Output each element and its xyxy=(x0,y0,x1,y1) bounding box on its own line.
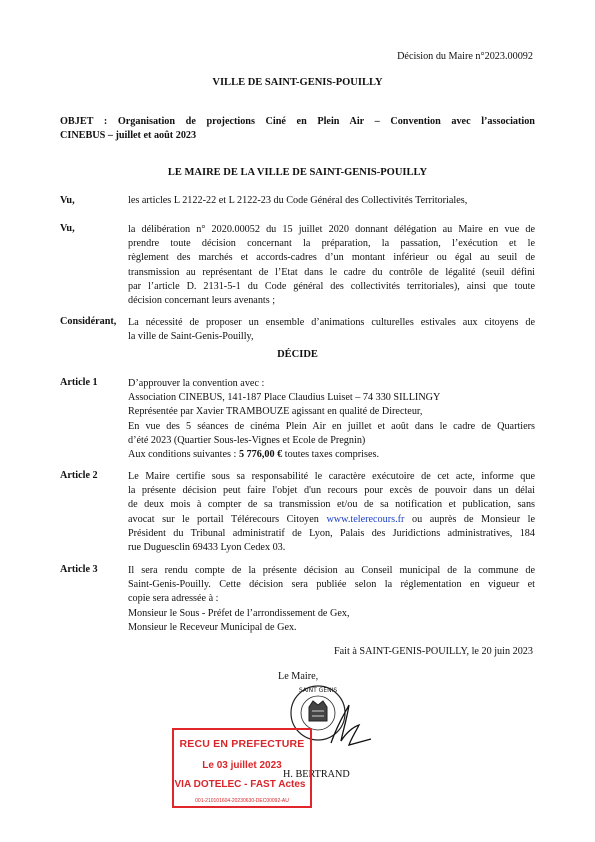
article3-line: Monsieur le Sous - Préfet de l’arrondissement de Gex, xyxy=(128,607,350,619)
article1-conditions xyxy=(128,448,535,462)
article2-line: Le Maire certifie sous sa responsabilité le caractère exécutoire de cet acte, informe que xyxy=(128,471,535,482)
stamp-line-1: RECU EN PREFECTURE xyxy=(179,738,305,750)
vu2-line: la délibération n° 2020.00052 du 15 juillet 2020 donnant délégation au Maire en vue de xyxy=(128,224,535,235)
article2-line: Président du Tribunal administratif de Lyon, Palais des Juridictions administratives, 184 xyxy=(128,527,535,539)
article-3-label: Article 3 xyxy=(60,564,98,575)
place-date: Fait à SAINT-GENIS-POUILLY, le 20 juin 2023 xyxy=(333,646,533,657)
stamp-line-2: Le 03 juillet 2023 xyxy=(202,760,282,771)
decision-reference: Décision du Maire n°2023.00092 xyxy=(397,51,533,62)
conditions-amount: 5 776,00 € xyxy=(238,449,283,461)
article-1-text xyxy=(128,377,535,462)
decide-heading: DÉCIDE xyxy=(277,349,318,360)
town-title: VILLE DE SAINT-GENIS-POUILLY xyxy=(212,77,383,88)
objet-label: OBJET : xyxy=(60,116,108,127)
article3-line: Il sera rendu compte de la présente décision au Conseil municipal de la commune de xyxy=(128,565,535,576)
objet-text-1: Organisation de projections Ciné en Plein Air – Convention avec l’association xyxy=(117,116,535,127)
vu2-line: transmission au représentant de l’Etat dans le cadre du contrôle de légalité (seuil défini xyxy=(128,266,535,278)
article2-line: de deux mois à compter de sa transmission et/ou de sa notification et publication, sans xyxy=(128,499,535,511)
signature-icon xyxy=(331,705,371,745)
prefecture-stamp xyxy=(172,728,312,808)
vu-text-2 xyxy=(128,223,535,308)
article2-line-4 xyxy=(128,513,535,527)
considerant-label: Considérant, xyxy=(60,316,117,327)
vu2-line: prendre toute décision concernant la préparation, la passation, l’exécution et le xyxy=(128,238,535,250)
vu2-line: par l’article D. 2131-5-1 du Code général des collectivités territoriales), ainsi que toute xyxy=(128,280,535,292)
article2-line: rue Duguesclin 69433 Lyon Cedex 03. xyxy=(128,542,286,554)
mayor-name: H. BERTRAND xyxy=(283,769,350,780)
article1-line: En vue des 5 séances de cinéma Plein Air en juillet et août dans le cadre de Quartiers xyxy=(128,420,535,432)
vu-label-2: Vu, xyxy=(60,223,75,234)
vu2-line: décision concernant leurs avenants ; xyxy=(128,295,276,307)
conditions-prefix: Aux conditions suivantes : xyxy=(128,449,239,461)
objet-block xyxy=(60,115,535,143)
conditions-suffix: toutes taxes comprises. xyxy=(282,449,379,461)
stamp-line-4: 001-210101604-20230630-DEC00092-AU xyxy=(195,798,289,804)
article-1-label: Article 1 xyxy=(60,377,98,388)
objet-line-1 xyxy=(60,115,535,129)
article-2-label: Article 2 xyxy=(60,470,98,481)
article3-line: Monsieur le Receveur Municipal de Gex. xyxy=(128,621,297,633)
article2-line: la présente décision peut faire l'objet d'un recours pour excès de pouvoir dans un délai xyxy=(128,485,535,497)
telerecours-link[interactable]: www.telerecours.fr xyxy=(326,513,405,525)
article1-line: D’approuver la convention avec : xyxy=(128,378,265,389)
article3-line: Saint-Genis-Pouilly. Cette décision sera publiée selon la réglementation en vigueur et xyxy=(128,579,535,591)
article1-line: d’été 2023 (Quartier Sous-les-Vignes et Ecole de Pregnin) xyxy=(128,434,366,446)
vu-label-1: Vu, xyxy=(60,195,75,206)
article1-line: Représentée par Xavier TRAMBOUZE agissant en qualité de Directeur, xyxy=(128,406,423,418)
vu2-line: règlement des marchés et accords-cadres d’un montant inférieur ou égal au seuil de xyxy=(128,252,535,264)
considerant-line: la ville de Saint-Genis-Pouilly, xyxy=(128,331,254,343)
mayor-role: Le Maire, xyxy=(278,671,319,682)
article-3-text xyxy=(128,564,535,635)
vu-text-1: les articles L 2122-22 et L 2122-23 du Code Général des Collectivités Territoriales, xyxy=(128,195,468,206)
considerant-text xyxy=(128,316,535,344)
objet-line-2: CINEBUS – juillet et août 2023 xyxy=(60,130,197,142)
article-2-text xyxy=(128,470,535,555)
article1-line: Association CINEBUS, 141-187 Place Claudius Luiset – 74 330 SILLINGY xyxy=(128,392,441,404)
stamp-line-3: VIA DOTELEC - FAST Actes xyxy=(174,779,306,790)
considerant-line: La nécessité de proposer un ensemble d’animations culturelles estivales aux citoyens de xyxy=(128,317,535,328)
article3-line: copie sera adressée à : xyxy=(128,593,219,605)
mayor-heading: LE MAIRE DE LA VILLE DE SAINT-GENIS-POUILLY xyxy=(167,167,428,178)
telerecours-prefix: avocat sur le portail Télérecours Citoyen xyxy=(128,513,327,525)
seal-text: SAINT GENIS xyxy=(298,687,338,694)
telerecours-suffix: ou auprès de Monsieur le xyxy=(404,513,535,525)
